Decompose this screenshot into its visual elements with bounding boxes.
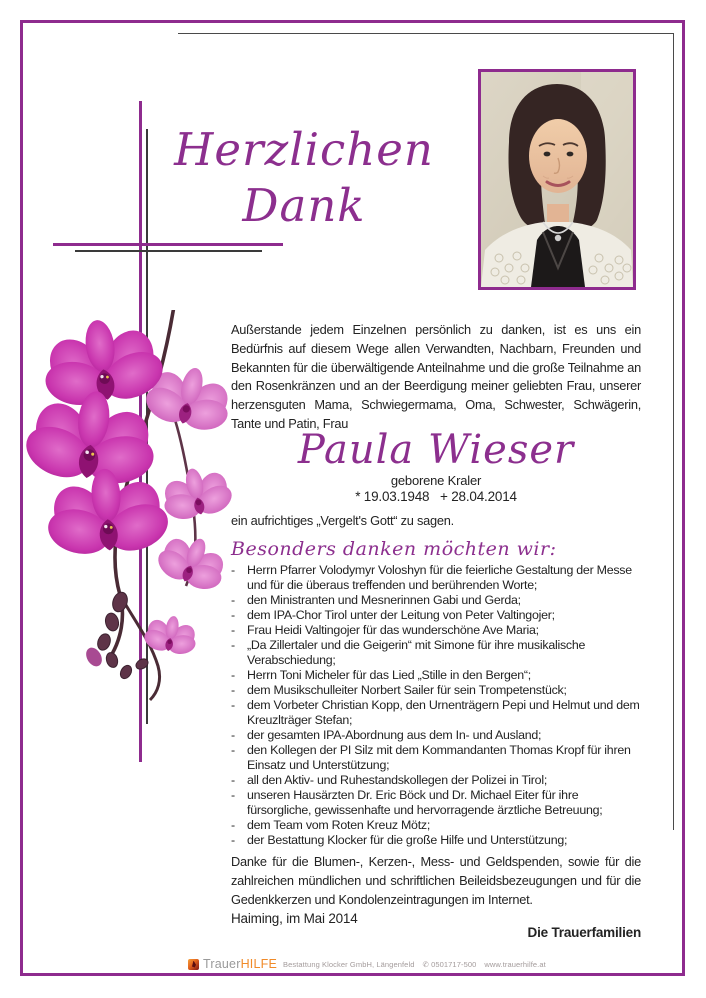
orchid-flowers-image [24,310,232,710]
thanks-item-dash: - [231,788,235,802]
trauerhilfe-brand [203,957,277,971]
thanks-heading: Besonders danken möchten wir: [231,538,557,560]
thanks-item-dash: - [231,668,235,682]
thanks-item-dash: - [231,608,235,622]
thanks-item [231,773,641,788]
thanks-item-dash: - [231,773,235,787]
thanks-item-text: Herrn Toni Micheler für das Lied „Stille in den Bergen“; [247,668,531,682]
thanks-list [231,563,641,848]
cross-horizontal-purple [53,243,283,246]
footer-phone: ✆ 0501717-500 [422,959,477,969]
signature-line: Die Trauerfamilien [527,925,641,940]
thanks-item-dash: - [231,818,235,832]
top-rule-line [178,33,674,34]
portrait-illustration [481,72,633,287]
thanks-item-dash: - [231,683,235,697]
card-title-line1: Herzlichen [174,123,434,176]
card-title-line2: Dank [242,179,366,232]
thanks-item [231,728,641,743]
closing-intro-line: ein aufrichtiges „Vergelt's Gott“ zu sagen. [231,513,454,528]
thanks-item [231,608,641,623]
thanks-item-dash: - [231,833,235,847]
thanks-item-text: unseren Hausärzten Dr. Eric Böck und Dr. Michael Eiter für ihre fürsorgliche, gewissenhafte und hervorragende ärztliche Betreuung; [247,788,603,817]
right-rule-line [673,33,674,830]
thanks-item [231,668,641,683]
thanks-item-dash: - [231,623,235,637]
thanks-item-text: dem Musikschulleiter Norbert Sailer für sein Trompetenstück; [247,683,567,697]
thanks-item-text: dem Team vom Roten Kreuz Mötz; [247,818,431,832]
brand-part-hilfe: HILFE [240,957,277,971]
card-title [158,122,450,234]
deceased-name: Paula Wieser [297,427,575,473]
portrait-photo [478,69,636,290]
thanks-item-text: Frau Heidi Valtingojer für das wunderschöne Ave Maria; [247,623,539,637]
thanks-item-dash: - [231,638,235,652]
thanks-item [231,623,641,638]
trauerhilfe-logo-icon [188,959,199,970]
thanks-item-dash: - [231,563,235,577]
intro-paragraph: Außerstande jedem Einzelnen persönlich zu danken, ist es uns ein Bedürfnis auf diesem Wege allen Verwandten, Nachbarn, Freunden und Bekannten für die überwältigende Anteilnahme und die große Teilnahme an den Rosenkränzen und an der Beerdigung meiner geliebten Frau, unserer herzensguten Mama, Schwiegermama, Oma, Schwester, Schwägerin, Tante und Patin, Frau [231,322,641,431]
thanks-item [231,683,641,698]
thanks-item-text: der gesamten IPA-Abordnung aus dem In- und Ausland; [247,728,542,742]
thanks-item [231,698,641,728]
donations-paragraph: Danke für die Blumen-, Kerzen-, Mess- und Geldspenden, sowie für die zahlreichen mündlichen und schriftlichen Beileidsbezeugungen und für die Gedenkkerzen und Kondolenzeintragungen im Internet. [231,854,641,907]
thanks-item-dash: - [231,743,235,757]
thanks-item [231,638,641,668]
funeral-home-footer [188,956,608,972]
footer-company: Bestattung Klocker GmbH, Längenfeld [283,959,415,969]
thanks-item [231,788,641,818]
thanks-item-text: dem Vorbeter Christian Kopp, den Urnenträgern Pepi und Helmut und dem Kreuzlträger Stefan; [247,698,640,727]
deceased-dates: * 19.03.1948 + 28.04.2014 [355,489,517,504]
place-and-date: Haiming, im Mai 2014 [231,911,358,926]
thanks-item [231,563,641,593]
thanks-item-text: Herrn Pfarrer Volodymyr Voloshyn für die feierliche Gestaltung der Messe und für die überaus treffenden und berührenden Worte; [247,563,632,592]
cross-horizontal-black [75,250,262,252]
thanks-item-text: „Da Zillertaler und die Geigerin“ mit Simone für ihre musikalische Verabschiedung; [247,638,586,667]
thanks-item-dash: - [231,593,235,607]
thanks-item-dash: - [231,698,235,712]
thanks-item-dash: - [231,728,235,742]
thanks-item-text: dem IPA-Chor Tirol unter der Leitung von Peter Valtingojer; [247,608,555,622]
deceased-birth-name: geborene Kraler [390,473,482,488]
thanks-item [231,593,641,608]
thanks-item-text: den Kollegen der PI Silz mit dem Kommandanten Thomas Kropf für ihren Einsatz und Unterstützung; [247,743,631,772]
thanks-item-text: all den Aktiv- und Ruhestandskollegen der Polizei in Tirol; [247,773,548,787]
footer-website: www.trauerhilfe.at [484,959,546,969]
thanks-item [231,833,641,848]
brand-part-trauer: Trauer [203,957,241,971]
thanks-item [231,743,641,773]
thanks-item-text: der Bestattung Klocker für die große Hilfe und Unterstützung; [247,833,568,847]
thanks-item [231,818,641,833]
thanks-item-text: den Ministranten und Mesnerinnen Gabi und Gerda; [247,593,521,607]
orchid-illustration [24,310,232,710]
